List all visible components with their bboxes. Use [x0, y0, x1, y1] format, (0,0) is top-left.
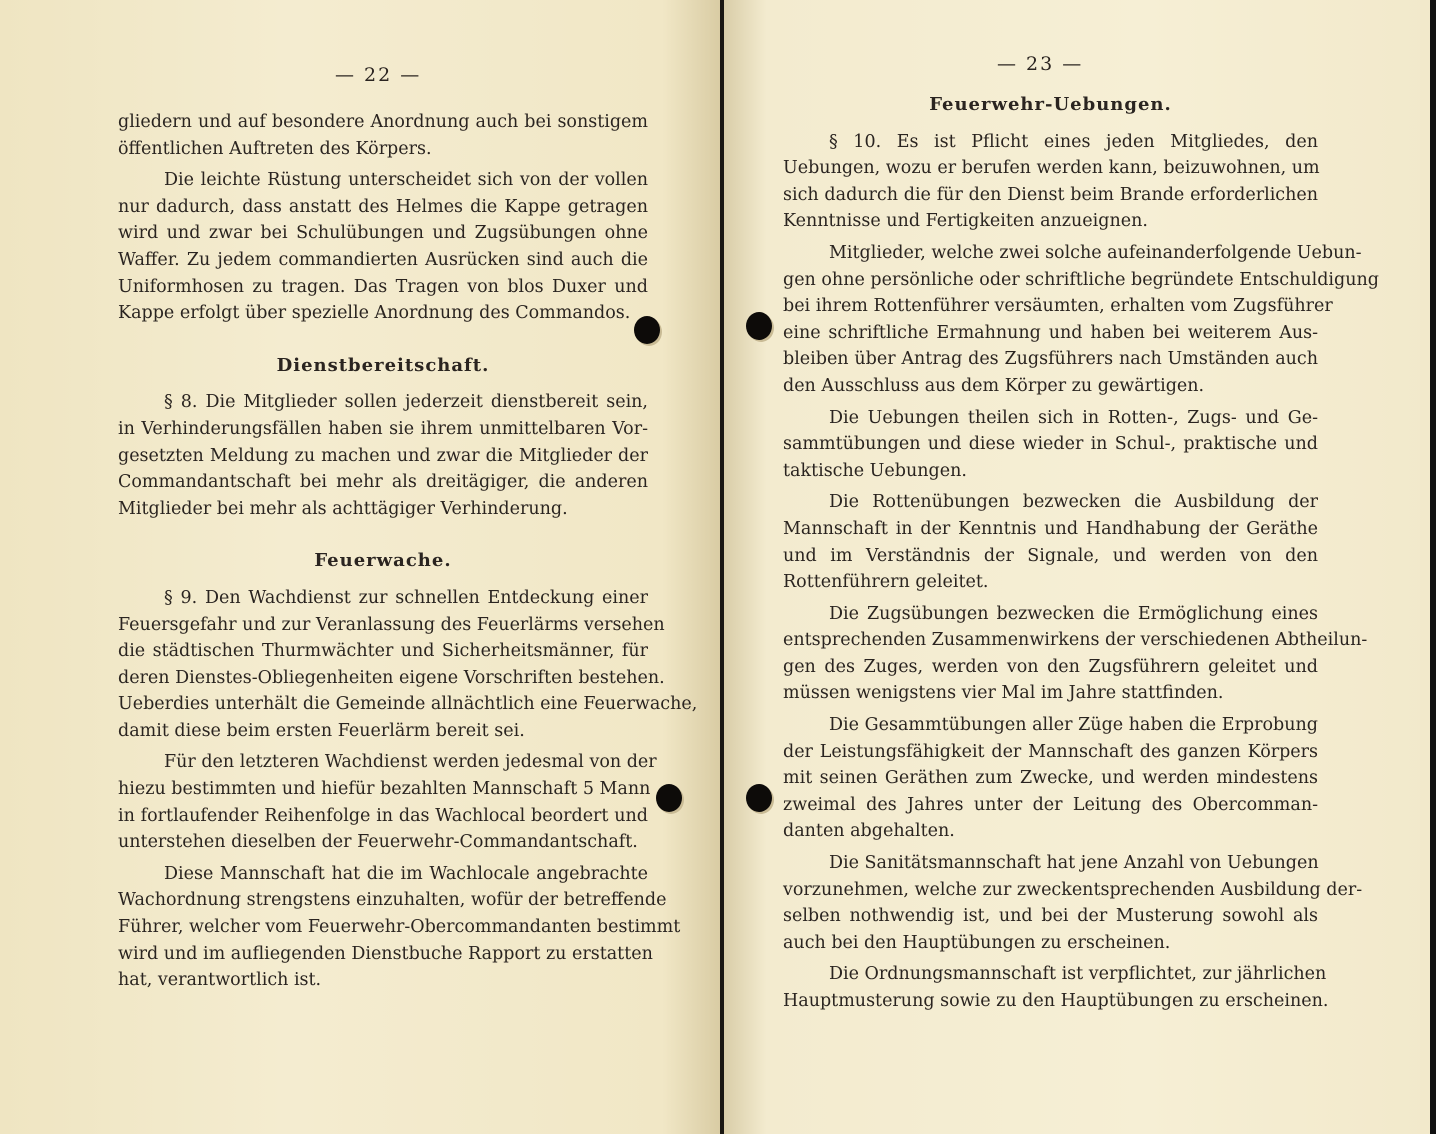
- text-line: Mitglieder, welche zwei solche aufeinanderfolgende Uebun-: [829, 242, 1362, 263]
- text-line: bleiben über Antrag des Zugsführers nach Umständen auch: [783, 349, 1318, 370]
- paragraph: [783, 405, 1318, 485]
- text-line: Mannschaft in der Kenntnis und Handhabung der Geräthe: [783, 518, 1318, 539]
- text-line: Commandantschaft bei mehr als dreitägiger, die anderen: [118, 472, 648, 493]
- text-line: Kenntnisse und Fertigkeiten anzueignen.: [783, 211, 1148, 232]
- section-heading: Feuerwehr-Uebungen.: [929, 94, 1172, 115]
- paragraph: [118, 109, 648, 162]
- text-line: Für den letzteren Wachdienst werden jedesmal von der: [164, 752, 657, 773]
- paragraph: [118, 389, 648, 522]
- paragraph: [118, 585, 698, 745]
- text-line: mit seinen Geräthen zum Zwecke, und werden mindestens: [783, 768, 1318, 789]
- text-line: Wachordnung strengstens einzuhalten, wofür der betreffende: [118, 890, 667, 911]
- section-heading: Feuerwache.: [314, 550, 452, 572]
- right-page-text: [783, 70, 1379, 1020]
- text-line: müssen wenigstens vier Mal im Jahre stattfinden.: [783, 683, 1224, 704]
- binding-hole: [746, 312, 772, 340]
- text-line: und im Verständnis der Signale, und werden von den: [783, 545, 1318, 566]
- text-line: sich dadurch die für den Dienst beim Brande erforderlichen: [783, 184, 1318, 205]
- text-line: Diese Mannschaft hat die im Wachlocale angebrachte: [164, 863, 648, 884]
- text-line: Die Uebungen theilen sich in Rotten-, Zugs- und Ge-: [829, 407, 1318, 428]
- paragraph: [783, 240, 1379, 400]
- text-line: Die Zugsübungen bezwecken die Ermöglichung eines: [829, 603, 1318, 624]
- text-line: Rottenführern geleitet.: [783, 572, 989, 593]
- text-line: wird und im aufliegenden Dienstbuche Rapport zu erstatten: [118, 943, 653, 964]
- text-line: Mitglieder bei mehr als achttägiger Verhinderung.: [118, 498, 568, 519]
- text-line: Die Rottenübungen bezwecken die Ausbildung der: [829, 492, 1318, 513]
- text-line: Die Gesammtübungen aller Züge haben die Erprobung: [829, 715, 1318, 736]
- paragraph: [783, 850, 1363, 956]
- paragraph: [118, 749, 657, 855]
- text-line: sammtübungen und diese wieder in Schul-, praktische und: [783, 434, 1318, 455]
- text-line: Uebungen, wozu er berufen werden kann, beizuwohnen, um: [783, 158, 1320, 179]
- text-line: entsprechenden Zusammenwirkens der verschiedenen Abtheilun-: [783, 630, 1368, 651]
- text-line: Feuersgefahr und zur Veranlassung des Feuerlärms versehen: [118, 614, 665, 635]
- text-line: nur dadurch, dass anstatt des Helmes die Kappe getragen: [118, 196, 648, 217]
- text-line: vorzunehmen, welche zur zweckentsprechenden Ausbildung der-: [783, 879, 1363, 900]
- page-number: — 22 —: [335, 64, 422, 86]
- text-line: hiezu bestimmten und hiefür bezahlten Mannschaft 5 Mann: [118, 779, 651, 800]
- text-line: Die Ordnungsmannschaft ist verpflichtet, zur jährlichen: [829, 964, 1327, 985]
- binding-hole: [634, 316, 660, 344]
- text-line: zweimal des Jahres unter der Leitung des Obercomman-: [783, 794, 1318, 815]
- text-line: die städtischen Thurmwächter und Sicherheitsmänner, für: [118, 641, 648, 662]
- section-heading: Dienstbereitschaft.: [276, 354, 490, 376]
- text-line: Die Sanitätsmannschaft hat jene Anzahl von Uebungen: [829, 853, 1319, 874]
- paragraph: [118, 167, 648, 327]
- text-line: § 10. Es ist Pflicht eines jeden Mitgliedes, den: [829, 131, 1318, 152]
- text-line: damit diese beim ersten Feuerlärm bereit sei.: [118, 720, 525, 741]
- text-line: taktische Uebungen.: [783, 460, 967, 481]
- text-line: Hauptmusterung sowie zu den Hauptübungen zu erscheinen.: [783, 991, 1329, 1011]
- text-line: Die leichte Rüstung unterscheidet sich von der vollen: [164, 170, 648, 191]
- text-line: in fortlaufender Reihenfolge in das Wachlocal beordert und: [118, 805, 648, 826]
- right-page: [724, 0, 1436, 1134]
- text-line: auch bei den Hauptübungen zu erscheinen.: [783, 932, 1171, 953]
- text-line: Kappe erfolgt über spezielle Anordnung des Commandos.: [118, 303, 631, 324]
- text-line: deren Dienstes-Obliegenheiten eigene Vorschriften bestehen.: [118, 667, 665, 688]
- text-line: Waffer. Zu jedem commandierten Ausrücken sind auch die: [118, 249, 648, 270]
- text-line: § 8. Die Mitglieder sollen jederzeit dienstbereit sein,: [164, 392, 648, 413]
- text-line: Ueberdies unterhält die Gemeinde allnächtlich eine Feuerwache,: [118, 694, 698, 715]
- paragraph: [783, 712, 1318, 845]
- text-line: Führer, welcher vom Feuerwehr-Obercommandanten bestimmt: [118, 917, 681, 938]
- page-number: — 23 —: [997, 53, 1084, 75]
- text-line: wird und zwar bei Schulübungen und Zugsübungen ohne: [118, 223, 648, 244]
- text-line: Uniformhosen zu tragen. Das Tragen von blos Duxer und: [118, 276, 648, 297]
- paragraph: [783, 601, 1368, 707]
- text-line: in Verhinderungsfällen haben sie ihrem unmittelbaren Vor-: [118, 418, 648, 439]
- text-line: der Leistungsfähigkeit der Mannschaft des ganzen Körpers: [783, 741, 1318, 762]
- binding-hole: [656, 784, 682, 812]
- text-line: gen ohne persönliche oder schriftliche begründete Entschuldigung: [783, 269, 1379, 290]
- text-line: unterstehen dieselben der Feuerwehr-Commandantschaft.: [118, 832, 638, 853]
- paragraph: [783, 489, 1318, 595]
- text-line: hat, verantwortlich ist.: [118, 970, 322, 991]
- text-line: gen des Zuges, werden von den Zugsführern geleitet und: [783, 656, 1318, 677]
- text-line: bei ihrem Rottenführer versäumten, erhalten vom Zugsführer: [783, 296, 1333, 317]
- paragraph: [783, 129, 1318, 235]
- left-page-text: [118, 109, 698, 999]
- binding-hole: [746, 784, 772, 812]
- text-line: eine schriftliche Ermahnung und haben bei weiterem Aus-: [783, 322, 1318, 343]
- text-line: selben nothwendig ist, und bei der Musterung sowohl als: [783, 906, 1318, 927]
- paragraph: [118, 861, 681, 994]
- text-line: gesetzten Meldung zu machen und zwar die Mitglieder der: [118, 445, 648, 466]
- text-line: öffentlichen Auftreten des Körpers.: [118, 138, 432, 159]
- text-line: danten abgehalten.: [783, 821, 955, 842]
- paragraph: [783, 961, 1329, 1014]
- text-line: § 9. Den Wachdienst zur schnellen Entdeckung einer: [164, 587, 648, 608]
- text-line: den Ausschluss aus dem Körper zu gewärtigen.: [783, 375, 1205, 396]
- text-line: gliedern und auf besondere Anordnung auch bei sonstigem: [118, 112, 648, 132]
